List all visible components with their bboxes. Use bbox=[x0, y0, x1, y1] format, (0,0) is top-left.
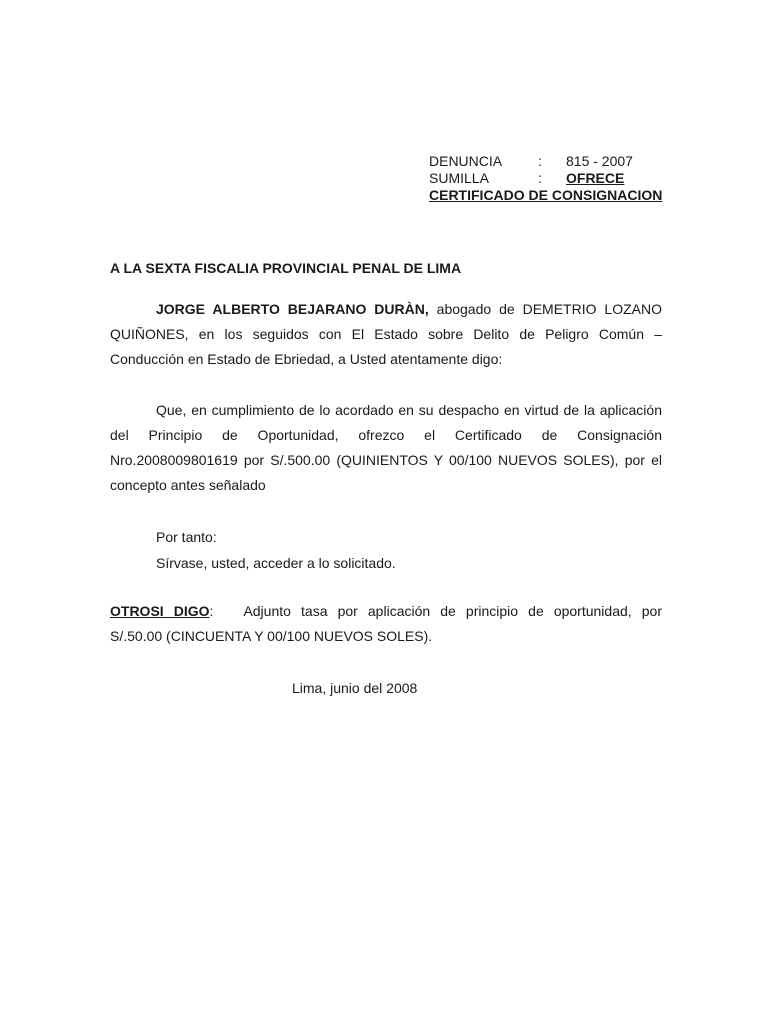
lawyer-name: JORGE ALBERTO BEJARANO DURÀN, bbox=[156, 301, 429, 317]
request-block bbox=[156, 524, 656, 576]
case-label: DENUNCIA bbox=[429, 153, 503, 169]
summary-row-continued bbox=[429, 187, 662, 204]
intro-text: abogado de DEMETRIO LOZANO QUIÑONES, en los seguidos con El Estado sobre Delito de Peligro Común – Conducción en Estado de Ebriedad, a Usted atentamente digo: bbox=[110, 301, 662, 367]
body-text: Que, en cumplimiento de lo acordado en su despacho en virtud de la aplicación del Principio de Oportunidad, ofrezco el Certificado de Consignación Nro.2008009801619 por S/.500.00 (QUINIENTOS Y 00/100 NUEVOS SOLES), por el concepto antes señalado bbox=[110, 402, 662, 493]
otrosi-text: Adjunto tasa por aplicación de principio de oportunidad, por S/.50.00 (CINCUENTA Y 00/100 NUEVOS SOLES). bbox=[110, 603, 662, 644]
summary-value-2: CERTIFICADO DE CONSIGNACION bbox=[429, 187, 663, 203]
case-header bbox=[429, 153, 662, 204]
request-line-2: Sírvase, usted, acceder a lo solicitado. bbox=[156, 555, 396, 571]
addressee: A LA SEXTA FISCALIA PROVINCIAL PENAL DE LIMA bbox=[110, 260, 462, 276]
intro-paragraph bbox=[110, 297, 662, 372]
body-paragraph bbox=[110, 398, 662, 498]
otrosi-label: OTROSI DIGO bbox=[110, 603, 210, 619]
summary-colon: : bbox=[538, 170, 542, 186]
summary-value-1: OFRECE bbox=[566, 170, 625, 186]
request-line-1: Por tanto: bbox=[156, 529, 217, 545]
case-colon: : bbox=[538, 153, 542, 169]
summary-label: SUMILLA bbox=[429, 170, 489, 186]
case-value: 815 - 2007 bbox=[566, 153, 633, 169]
closing-place-date: Lima, junio del 2008 bbox=[292, 680, 418, 696]
otrosi-colon: : bbox=[209, 603, 214, 619]
summary-row bbox=[429, 170, 662, 187]
otrosi-paragraph bbox=[110, 599, 662, 649]
case-number-row bbox=[429, 153, 662, 170]
